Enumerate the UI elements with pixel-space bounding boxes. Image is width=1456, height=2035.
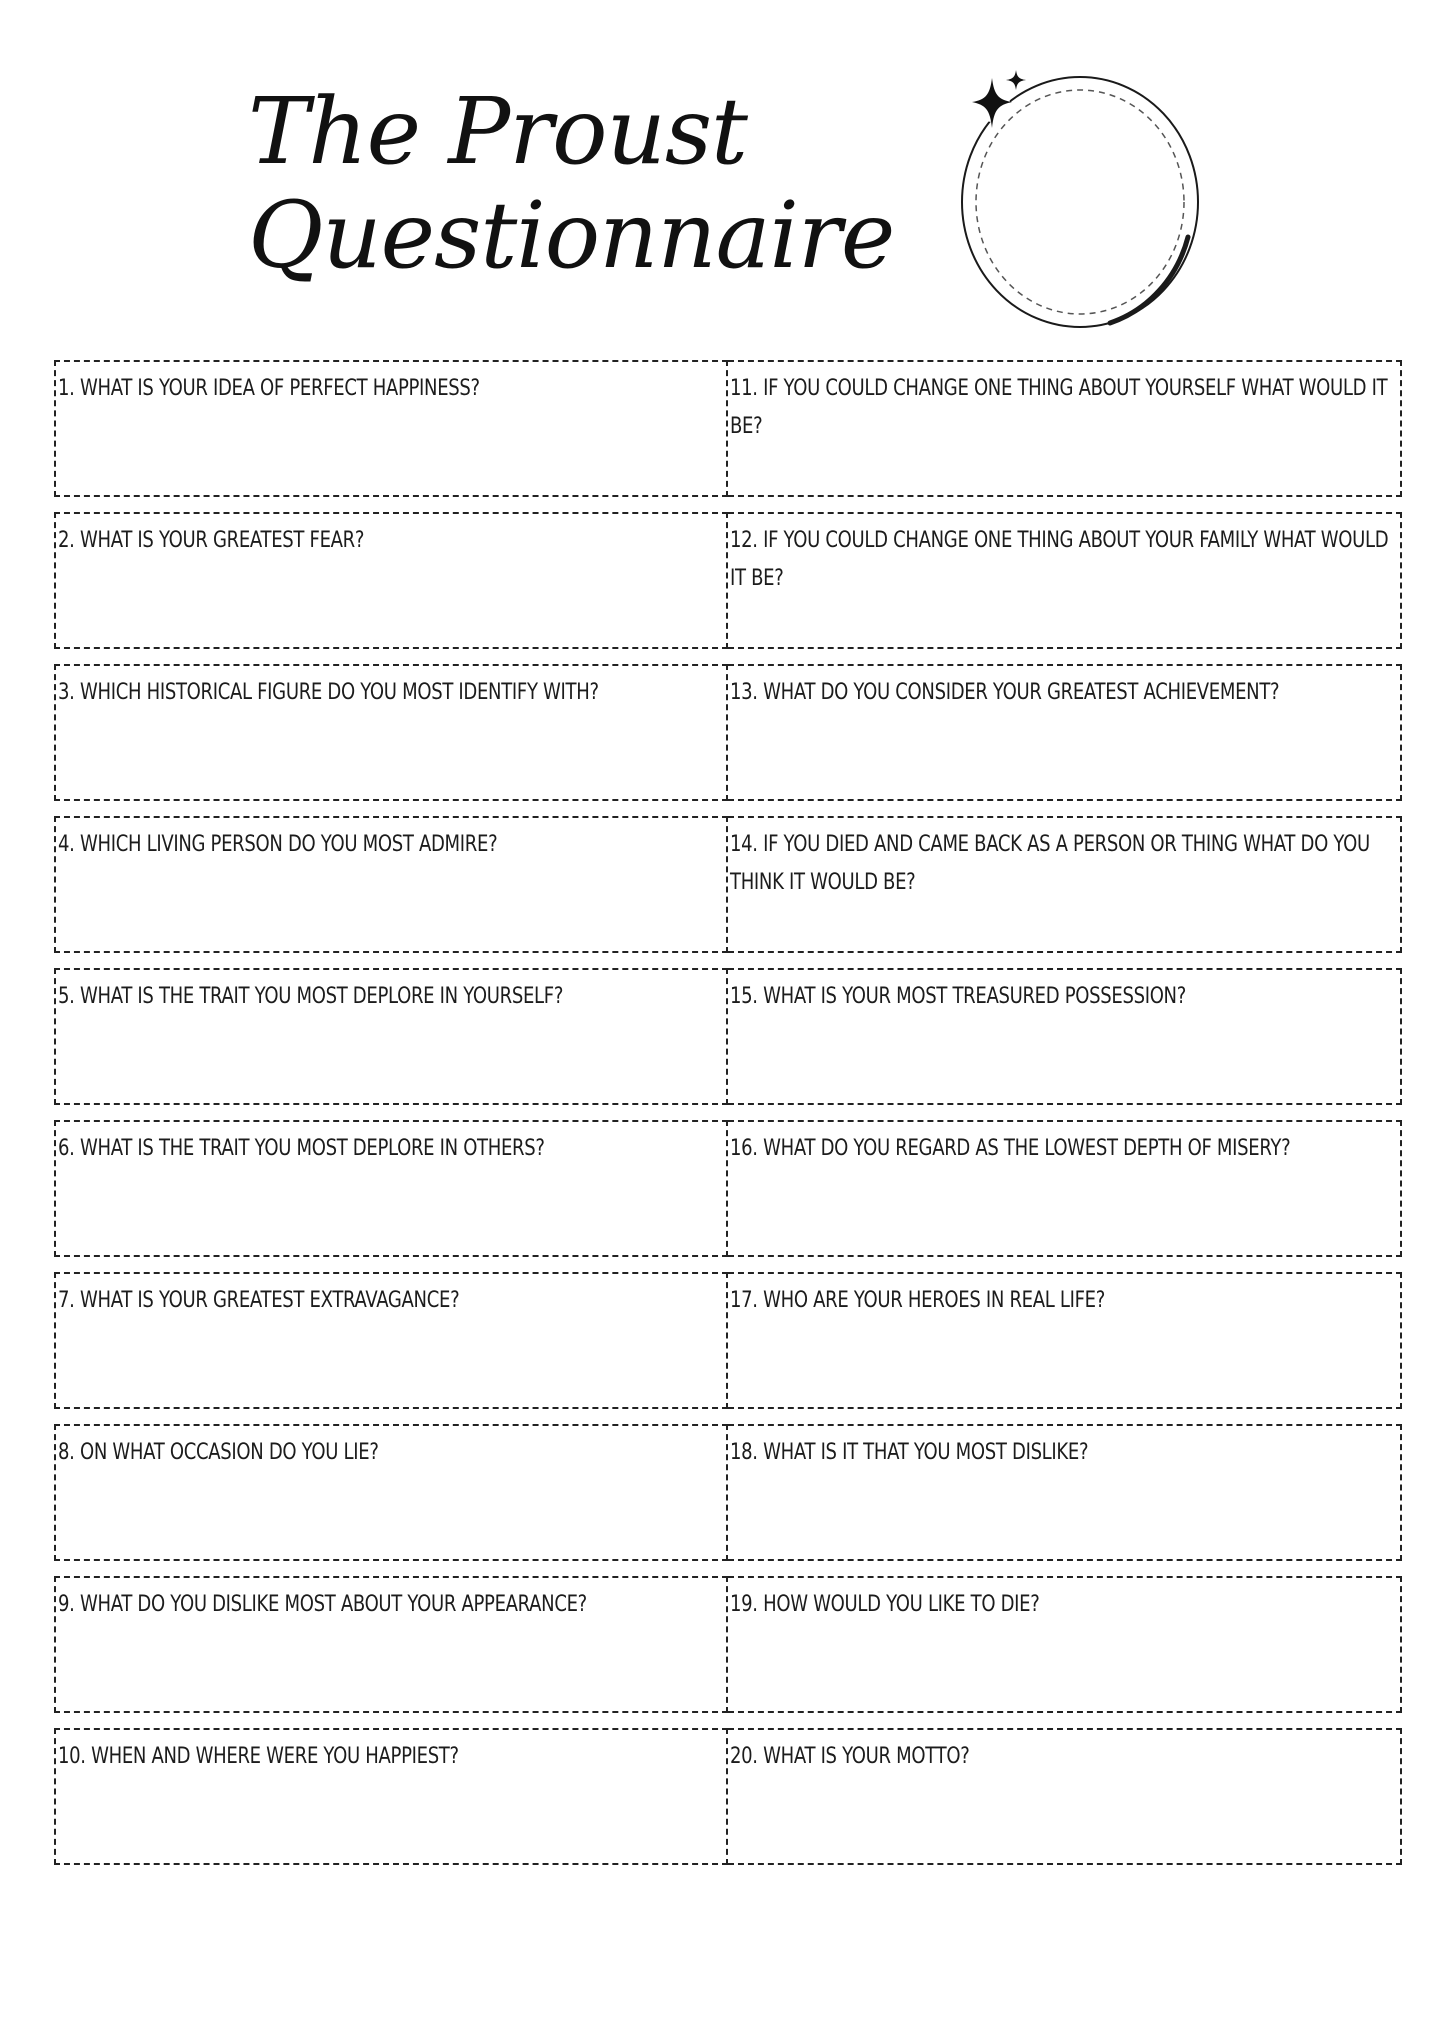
question-text: 7. WHAT IS YOUR GREATEST EXTRAVAGANCE? bbox=[58, 1288, 460, 1313]
question-text: 2. WHAT IS YOUR GREATEST FEAR? bbox=[58, 528, 365, 553]
question-text: 6. WHAT IS THE TRAIT YOU MOST DEPLORE IN OTHERS? bbox=[58, 1136, 545, 1161]
question-text: 18. WHAT IS IT THAT YOU MOST DISLIKE? bbox=[730, 1440, 1089, 1465]
question-box-3[interactable] bbox=[54, 664, 728, 801]
question-row bbox=[54, 1728, 1402, 1865]
question-text: 14. IF YOU DIED AND CAME BACK AS A PERSON OR THING WHAT DO YOU THINK IT WOULD BE? bbox=[730, 832, 1370, 895]
page-title-line-1: The Proust bbox=[248, 78, 748, 185]
question-box-14[interactable] bbox=[728, 816, 1402, 953]
question-box-17[interactable] bbox=[728, 1272, 1402, 1409]
question-box-7[interactable] bbox=[54, 1272, 728, 1409]
question-text: 3. WHICH HISTORICAL FIGURE DO YOU MOST IDENTIFY WITH? bbox=[58, 680, 599, 705]
question-row bbox=[54, 1272, 1402, 1409]
question-text: 11. IF YOU COULD CHANGE ONE THING ABOUT YOURSELF WHAT WOULD IT BE? bbox=[730, 376, 1388, 439]
question-row bbox=[54, 816, 1402, 953]
question-row bbox=[54, 512, 1402, 649]
question-text: 15. WHAT IS YOUR MOST TREASURED POSSESSION? bbox=[730, 984, 1186, 1009]
question-box-19[interactable] bbox=[728, 1576, 1402, 1713]
page-title-line-2: Questionnaire bbox=[248, 182, 895, 289]
question-text: 17. WHO ARE YOUR HEROES IN REAL LIFE? bbox=[730, 1288, 1105, 1313]
question-row bbox=[54, 1424, 1402, 1561]
question-box-11[interactable] bbox=[728, 360, 1402, 497]
question-text: 20. WHAT IS YOUR MOTTO? bbox=[730, 1744, 970, 1769]
page-title bbox=[248, 80, 894, 288]
question-text: 13. WHAT DO YOU CONSIDER YOUR GREATEST ACHIEVEMENT? bbox=[730, 680, 1280, 705]
question-text: 4. WHICH LIVING PERSON DO YOU MOST ADMIRE? bbox=[58, 832, 498, 857]
question-box-18[interactable] bbox=[728, 1424, 1402, 1561]
question-text: 10. WHEN AND WHERE WERE YOU HAPPIEST? bbox=[58, 1744, 459, 1769]
question-row bbox=[54, 1576, 1402, 1713]
question-box-8[interactable] bbox=[54, 1424, 728, 1561]
question-text: 5. WHAT IS THE TRAIT YOU MOST DEPLORE IN YOURSELF? bbox=[58, 984, 564, 1009]
question-row bbox=[54, 360, 1402, 497]
question-box-9[interactable] bbox=[54, 1576, 728, 1713]
question-box-20[interactable] bbox=[728, 1728, 1402, 1865]
question-box-12[interactable] bbox=[728, 512, 1402, 649]
question-text: 12. IF YOU COULD CHANGE ONE THING ABOUT YOUR FAMILY WHAT WOULD IT BE? bbox=[730, 528, 1389, 591]
question-box-16[interactable] bbox=[728, 1120, 1402, 1257]
question-row bbox=[54, 1120, 1402, 1257]
question-box-10[interactable] bbox=[54, 1728, 728, 1865]
question-row bbox=[54, 664, 1402, 801]
questions-grid bbox=[54, 360, 1402, 1880]
question-box-13[interactable] bbox=[728, 664, 1402, 801]
question-box-1[interactable] bbox=[54, 360, 728, 497]
question-row bbox=[54, 968, 1402, 1105]
question-text: 1. WHAT IS YOUR IDEA OF PERFECT HAPPINESS? bbox=[58, 376, 480, 401]
question-box-4[interactable] bbox=[54, 816, 728, 953]
question-text: 16. WHAT DO YOU REGARD AS THE LOWEST DEPTH OF MISERY? bbox=[730, 1136, 1291, 1161]
question-box-5[interactable] bbox=[54, 968, 728, 1105]
question-box-2[interactable] bbox=[54, 512, 728, 649]
circle-frame-with-sparkles-icon bbox=[950, 62, 1210, 332]
question-box-15[interactable] bbox=[728, 968, 1402, 1105]
question-text: 8. ON WHAT OCCASION DO YOU LIE? bbox=[58, 1440, 379, 1465]
question-box-6[interactable] bbox=[54, 1120, 728, 1257]
question-text: 19. HOW WOULD YOU LIKE TO DIE? bbox=[730, 1592, 1040, 1617]
question-text: 9. WHAT DO YOU DISLIKE MOST ABOUT YOUR APPEARANCE? bbox=[58, 1592, 587, 1617]
